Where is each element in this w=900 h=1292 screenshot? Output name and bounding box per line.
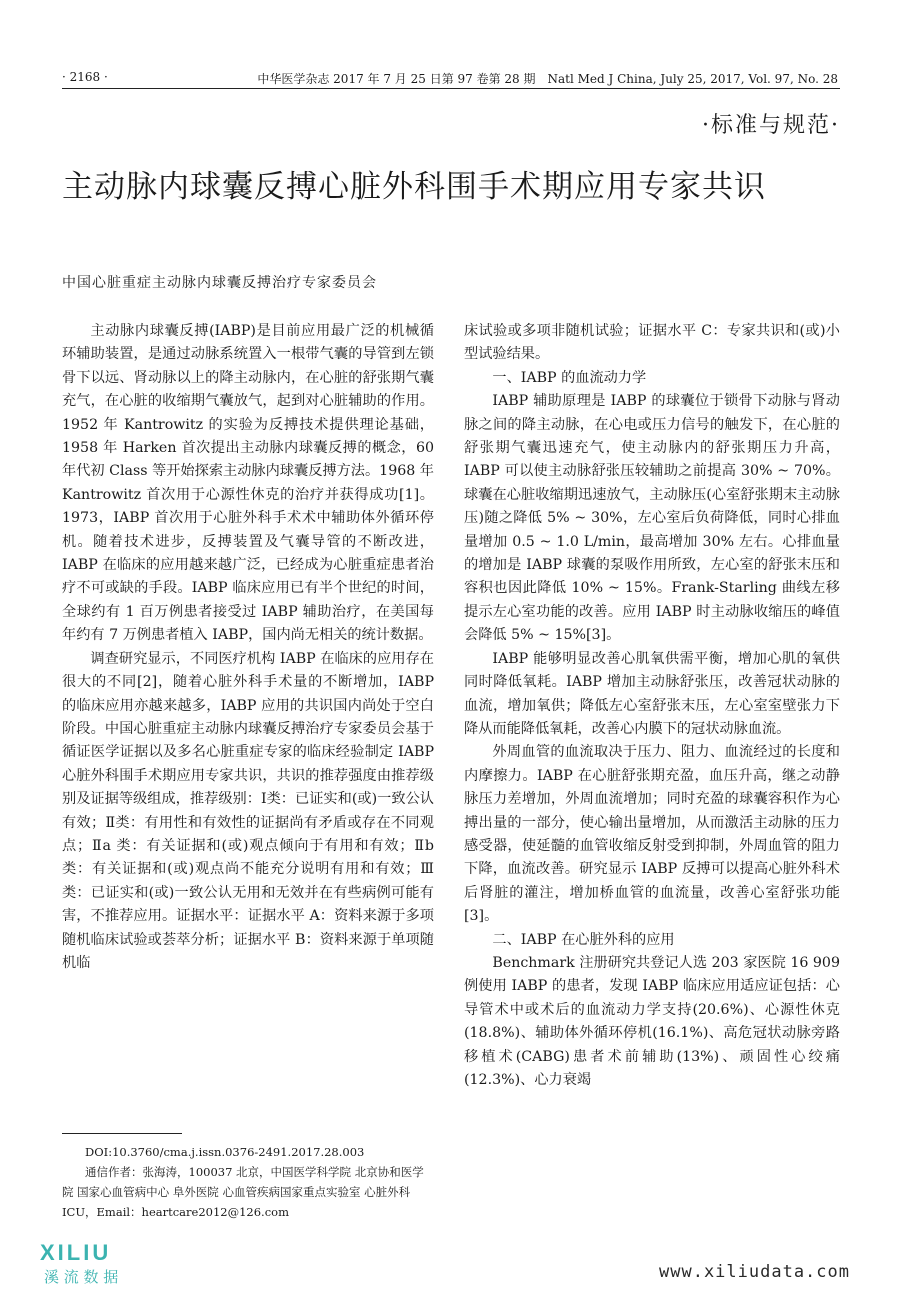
journal-citation: 中华医学杂志 2017 年 7 月 25 日第 97 卷第 28 期 Natl Med J China, July 25, 2017, Vol. 97, No. 28 bbox=[257, 72, 838, 86]
footnote-rule bbox=[62, 1133, 182, 1134]
section-tag: ·标准与规范· bbox=[702, 113, 840, 138]
doi: DOI:10.3760/cma.j.issn.0376-2491.2017.28.003 bbox=[85, 1145, 365, 1159]
xiliu-logo bbox=[36, 1238, 176, 1288]
article-title: 主动脉内球囊反搏心脏外科围手术期应用专家共识 bbox=[62, 169, 766, 205]
paragraph: IABP 能够明显改善心肌氧供需平衡，增加心肌的氧供同时降低氧耗。IABP 增加主动脉舒张压，改善冠状动脉的血流，增加氧供；降低左心室舒张末压，左心室室壁张力下降从而能降低氧耗，改善心内膜下的冠状动脉血流。 bbox=[464, 650, 840, 737]
paragraph: Benchmark 注册研究共登记人选 203 家医院 16 909 例使用 IABP 的患者，发现 IABP 临床应用适应证包括：心导管术中或术后的血流动力学支持(20.6%)、心源性休克(18.8%)、辅助体外循环停机(16.1%)、高危冠状动脉旁路移植术(CABG)患者术前辅助(13%)、顽固性心绞痛(12.3%)、心力衰竭 bbox=[464, 954, 840, 1088]
right-column bbox=[464, 320, 840, 1092]
section-heading: 一、IABP 的血流动力学 bbox=[492, 369, 647, 386]
watermark-url[interactable]: www.xiliudata.com bbox=[659, 1262, 850, 1282]
left-column bbox=[62, 320, 434, 975]
xiliu-logo-icon bbox=[36, 1238, 176, 1288]
correspondence: 通信作者：张海涛，100037 北京，中国医学科学院 北京协和医学院 国家心血管病中心 阜外医院 心血管疾病国家重点实验室 心脏外科 ICU，Email：heartcare2012@126.com bbox=[62, 1165, 424, 1219]
paragraph: 调查研究显示，不同医疗机构 IABP 在临床的应用存在很大的不同[2]，随着心脏外科手术量的不断增加，IABP 的临床应用亦越来越多，IABP 应用的共识国内尚处于空白阶段。中国心脏重症主动脉内球囊反搏治疗专家委员会基于循证医学证据以及多名心脏重症专家的临床经验制定 IABP 心脏外科围手术期应用专家共识，共识的推荐强度由推荐级别及证据等级组成，推荐级别：Ⅰ类：已证实和(或)一致公认有效；Ⅱ类：有用性和有效性的证据尚有矛盾或存在不同观点；Ⅱa 类：有关证据和(或)观点倾向于有用和有效；Ⅱb 类：有关证据和(或)观点尚不能充分说明有用和有效；Ⅲ类：已证实和(或)一致公认无用和无效并在有些病例可能有害，不推荐应用。证据水平：证据水平 A：资料来源于多项随机临床试验或荟萃分析；证据水平 B：资料来源于单项随机临 bbox=[62, 650, 434, 971]
author-line: 中国心脏重症主动脉内球囊反搏治疗专家委员会 bbox=[62, 275, 377, 291]
header-rule bbox=[62, 88, 840, 89]
section-heading: 二、IABP 在心脏外科的应用 bbox=[492, 931, 675, 948]
logo-latin: XILIU bbox=[40, 1240, 112, 1265]
logo-chinese: 溪 流 数 据 bbox=[44, 1268, 119, 1286]
footnote bbox=[62, 1142, 434, 1222]
paragraph: 主动脉内球囊反搏(IABP)是目前应用最广泛的机械循环辅助装置，是通过动脉系统置入一根带气囊的导管到左锁骨下以远、肾动脉以上的降主动脉内，在心脏的舒张期气囊充气，在心脏的收缩期气囊放气，起到对心脏辅助的作用。1952 年 Kantrowitz 的实验为反搏技术提供理论基础，1958 年 Harken 首次提出主动脉内球囊反搏的概念，60 年代初 Class 等开始探索主动脉内球囊反搏方法。1968 年 Kantrowitz 首次用于心源性休克的治疗并获得成功[1]。1973，IABP 首次用于心脏外科手术术中辅助体外循环停机。随着技术进步，反搏装置及气囊导管的不断改进，IABP 在临床的应用越来越广泛，已经成为心脏重症患者治疗不可或缺的手段。IABP 临床应用已有半个世纪的时间，全球约有 1 百万例患者接受过 IABP 辅助治疗，在美国每年约有 7 万例患者植入 IABP，国内尚无相关的统计数据。 bbox=[62, 323, 434, 644]
paragraph: IABP 辅助原理是 IABP 的球囊位于锁骨下动脉与肾动脉之间的降主动脉，在心电或压力信号的触发下，在心脏的舒张期气囊迅速充气，使主动脉内的舒张期压力升高，IABP 可以使主动脉舒张压较辅助之前提高 30% ~ 70%。球囊在心脏收缩期迅速放气，主动脉压(心室舒张期末主动脉压)随之降低 5% ~ 30%，左心室后负荷降低，同时心排血量增加 0.5 ~ 1.0 L/min，最高增加 30% 左右。心排血量的增加是 IABP 球囊的泵吸作用所致，左心室的舒张末压和容积也因此降低 10% ~ 15%。Frank-Starling 曲线左移提示左心室功能的改善。应用 IABP 时主动脉收缩压的峰值会降低 5% ~ 15%[3]。 bbox=[464, 393, 840, 644]
paragraph: 外周血管的血流取决于压力、阻力、血流经过的长度和内摩擦力。IABP 在心脏舒张期充盈，血压升高，继之动静脉压力差增加，外周血流增加；同时充盈的球囊容积作为心搏出量的一部分，使心输出量增加，从而激活主动脉的压力感受器，使延髓的血管收缩反射受到抑制，外周血管的阻力下降，血流改善。研究显示 IABP 反搏可以提高心脏外科术后肾脏的灌注，增加桥血管的血流量，改善心室舒张功能[3]。 bbox=[464, 744, 840, 925]
paragraph-continued: 床试验或多项非随机试验；证据水平 C：专家共识和(或)小型试验结果。 bbox=[464, 323, 840, 363]
page-number: · 2168 · bbox=[62, 70, 108, 84]
